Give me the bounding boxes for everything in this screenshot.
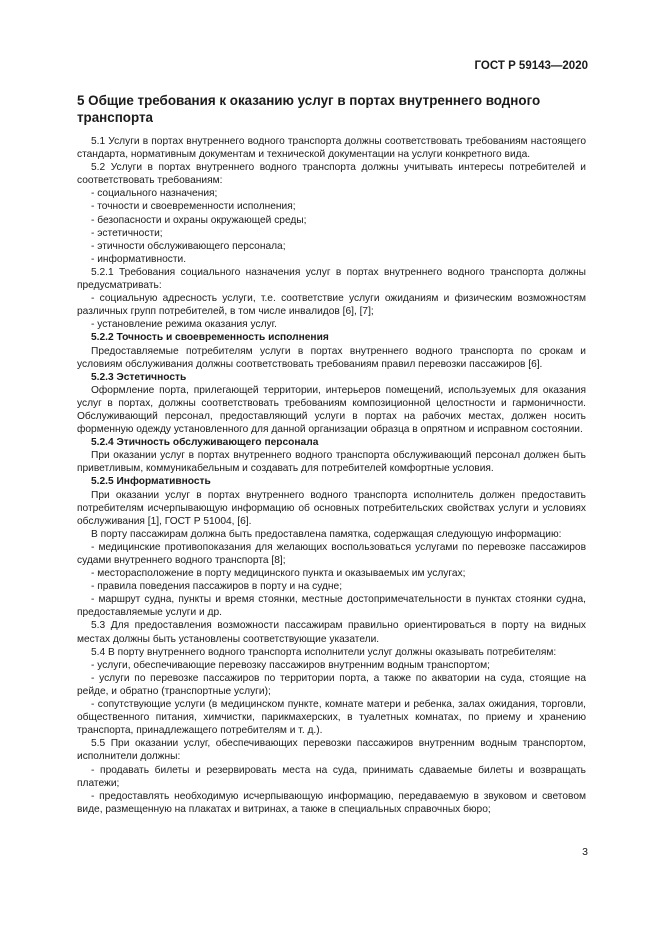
section-title: 5 Общие требования к оказанию услуг в портах внутреннего водного транспорта	[77, 93, 541, 125]
paragraph: При оказании услуг в портах внутреннего водного транспорта обслуживающий персонал должен быть приветливым, коммуникабельным и создавать для потребителей комфортные условия.	[77, 450, 586, 475]
paragraph: - установление режима оказания услуг.	[91, 319, 277, 331]
paragraph: - информативности.	[91, 253, 187, 265]
paragraph: - месторасположение в порту медицинского пункта и оказываемых им услугах;	[91, 568, 466, 580]
subsection-heading: 5.2.2 Точность и своевременность исполнения	[91, 332, 329, 344]
paragraph: 5.4 В порту внутреннего водного транспорта исполнители услуг должны оказывать потребителям:	[91, 646, 557, 658]
document-header-standard-id: ГОСТ Р 59143—2020	[474, 60, 588, 72]
paragraph: Предоставляемые потребителям услуги в портах внутреннего водного транспорта по срокам и условиям обслуживания должны соответствовать требованиям правил перевозки пассажиров [6].	[77, 345, 586, 370]
paragraph: 5.2.1 Требования социального назначения услуг в портах внутреннего водного транспорта должны предусматривать:	[77, 266, 586, 292]
document-body	[77, 92, 586, 816]
paragraph: - продавать билеты и резервировать места на суда, принимать сдаваемые билеты и возвращать платежи;	[77, 764, 586, 789]
paragraph: При оказании услуг в портах внутреннего водного транспорта исполнитель должен предоставить потребителям исчерпывающую информацию об основных потребительских свойствах услуги и условиях обслуживания [1], ГОСТ Р 51004, [6].	[77, 489, 586, 527]
paragraph: - медицинские противопоказания для желающих воспользоваться услугами по перевозке пассажиров судами внутреннего водного транспорта [8];	[77, 541, 586, 566]
subsection-heading: 5.2.3 Эстетичность	[91, 371, 187, 383]
paragraph: - услуги по перевозке пассажиров по территории порта, а также по акватории на суда, стоящие на рейде, и обратно (транспортные услуги);	[77, 672, 586, 697]
paragraph: В порту пассажирам должна быть предоставлена памятка, содержащая следующую информацию:	[91, 528, 562, 540]
paragraph: Оформление порта, прилегающей территории, интерьеров помещений, используемых для оказания услуг в портах, должны соответствовать требованиям композиционной целостности и гармоничности. Обслуживающий персонал, предоставляющий услуги в портах на рабочих местах, должен носить форменную одежду установленного для данной организации образца в опрятном и исправном состоянии.	[77, 384, 586, 436]
paragraph: - социального назначения;	[91, 188, 218, 200]
paragraph: - услуги, обеспечивающие перевозку пассажиров внутренним водным транспортом;	[91, 659, 490, 671]
paragraph: - точности и своевременности исполнения;	[91, 201, 296, 213]
subsection-heading: 5.2.5 Информативность	[91, 476, 211, 488]
paragraph: - этичности обслуживающего персонала;	[91, 240, 286, 252]
paragraph: 5.5 При оказании услуг, обеспечивающих перевозки пассажиров внутренним водным транспортом, исполнители должны:	[77, 738, 586, 763]
paragraph: - правила поведения пассажиров в порту и на судне;	[91, 581, 343, 593]
paragraph: - безопасности и охраны окружающей среды;	[91, 214, 307, 226]
page-number: 3	[582, 846, 588, 858]
subsection-heading: 5.2.4 Этичность обслуживающего персонала	[91, 437, 319, 449]
paragraph: 5.3 Для предоставления возможности пассажирам правильно ориентироваться в порту на видных местах должны быть установлены соответствующие указатели.	[77, 620, 586, 645]
paragraph: 5.1 Услуги в портах внутреннего водного транспорта должны соответствовать требованиям настоящего стандарта, нормативным документам и технической документации на услуги конкретного вида.	[77, 136, 586, 161]
paragraph: 5.2 Услуги в портах внутреннего водного транспорта должны учитывать интересы потребителей и соответствовать требованиям:	[77, 162, 586, 187]
paragraph: - эстетичности;	[91, 227, 163, 239]
paragraph: - сопутствующие услуги (в медицинском пункте, комнате матери и ребенка, залах ожидания, торговли, общественного питания, химчистки, парикмахерских, в туалетных комнатах, по приему и хранению транспорта, принадлежащего потребителям и т. д.).	[77, 699, 586, 737]
paragraph: - предоставлять необходимую исчерпывающую информацию, передаваемую в звуковом и световом виде, размещенную на плакатах и витринах, а также в специальных справочных бюро;	[77, 790, 586, 815]
paragraph-list	[77, 135, 586, 816]
paragraph: - маршрут судна, пункты и время стоянки, местные достопримечательности в пунктах стоянки судна, предоставляемые услуги и др.	[77, 594, 586, 619]
paragraph: - социальную адресность услуги, т.е. соответствие услуги ожиданиям и физическим возможностям различных групп потребителей, в том числе инвалидов [6], [7];	[77, 293, 586, 318]
